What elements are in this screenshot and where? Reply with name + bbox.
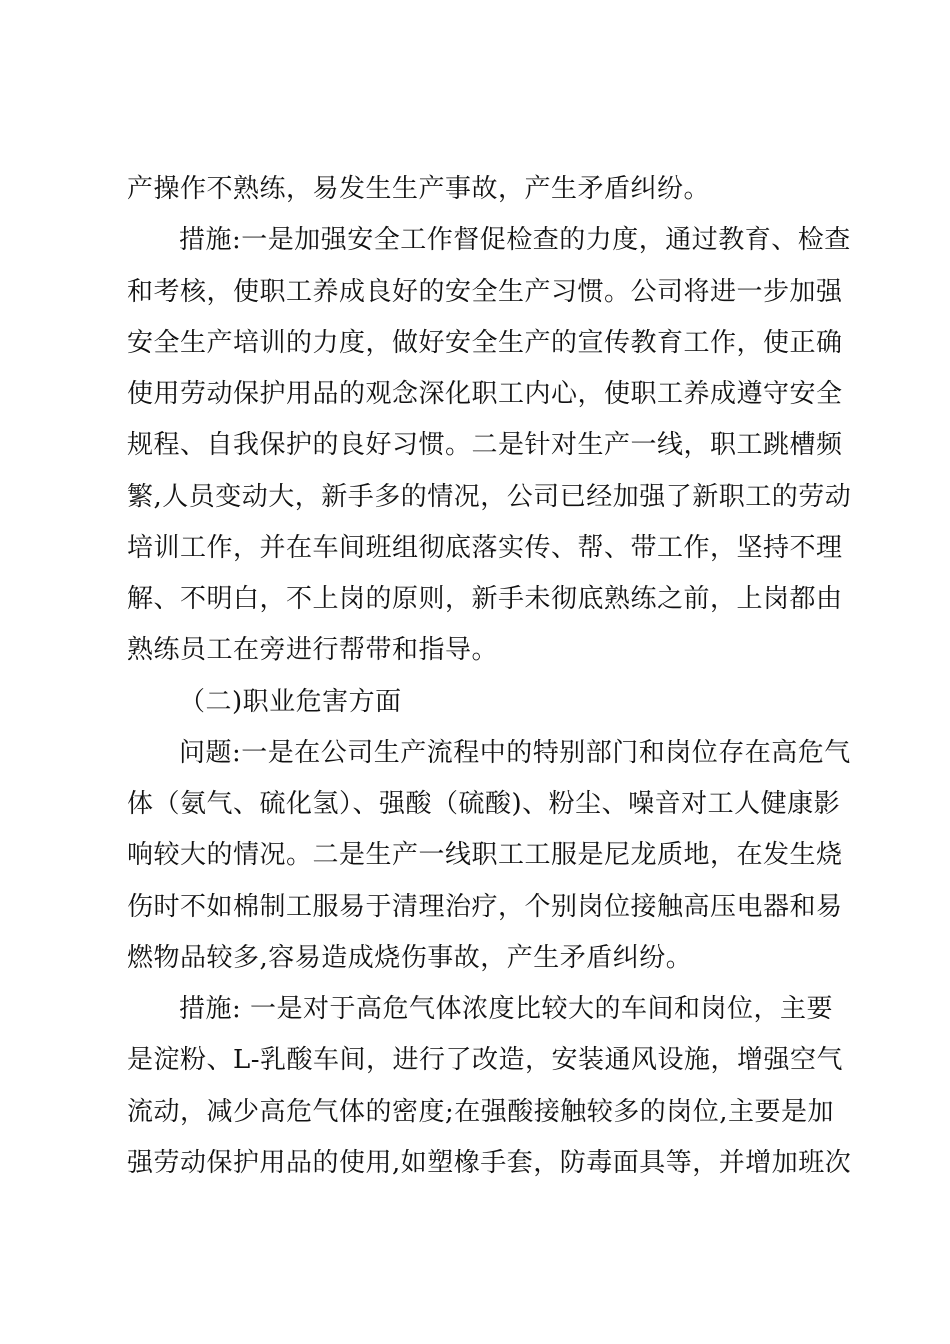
text-line: 问题:一是在公司生产流程中的特别部门和岗位存在高危气 xyxy=(179,737,851,768)
text-line: 伤时不如棉制工服易于清理治疗，个别岗位接触高压电器和易 xyxy=(127,891,843,922)
text-line: 规程、自我保护的良好习惯。二是针对生产一线，职工跳槽频 xyxy=(127,430,843,461)
text-line: 安全生产培训的力度，做好安全生产的宣传教育工作，使正确 xyxy=(127,327,843,358)
section-heading: （二)职业危害方面 xyxy=(179,686,402,717)
text-line: 繁,人员变动大，新手多的情况，公司已经加强了新职工的劳动 xyxy=(127,481,852,512)
text-line: 熟练员工在旁进行帮带和指导。 xyxy=(127,635,499,666)
text-line: 措施: 一是对于高危气体浓度比较大的车间和岗位，主要 xyxy=(179,994,834,1024)
text-line: 解、不明白，不上岗的原则，新手未彻底熟练之前，上岗都由 xyxy=(127,584,843,614)
text-line: 体（氨气、硫化氢）、强酸（硫酸)、粉尘、噪音对工人健康影 xyxy=(127,789,841,819)
text-line: 产操作不熟练，易发生生产事故，产生矛盾纠纷。 xyxy=(127,174,711,204)
text-line: 使用劳动保护用品的观念深化职工内心，使职工养成遵守安全 xyxy=(127,379,843,409)
text-line: 培训工作，并在车间班组彻底落实传、帮、带工作，坚持不理 xyxy=(127,532,843,563)
text-line: 燃物品较多,容易造成烧伤事故，产生矛盾纠纷。 xyxy=(127,942,693,973)
text-line: 响较大的情况。二是生产一线职工工服是尼龙质地，在发生烧 xyxy=(127,840,843,871)
text-line: 强劳动保护用品的使用,如塑橡手套，防毒面具等，并增加班次 xyxy=(127,1147,852,1178)
text-line: 是淀粉、L-乳酸车间，进行了改造，安装通风设施，增强空气 xyxy=(127,1045,844,1076)
text-line: 措施:一是加强安全工作督促检查的力度，通过教育、检查 xyxy=(179,225,851,256)
text-line: 和考核，使职工养成良好的安全生产习惯。公司将进一步加强 xyxy=(127,276,843,307)
document-body xyxy=(127,164,852,1189)
text-line: 流动，减少高危气体的密度;在强酸接触较多的岗位,主要是加 xyxy=(127,1096,835,1127)
